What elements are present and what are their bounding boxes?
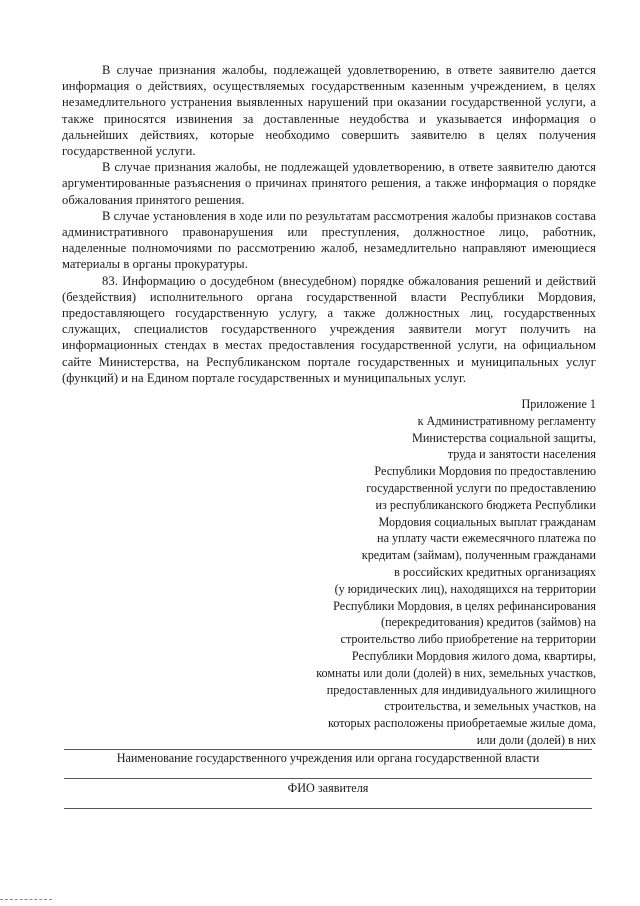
institution-caption: Наименование государственного учреждения или органа государственной власти (116, 751, 540, 765)
body-text (62, 62, 596, 386)
footer-divider (0, 899, 52, 900)
appendix-line: которых расположены приобретаемые жилые дома, (328, 716, 596, 731)
appendix-line: (перекредитования) кредитов (займов) на (381, 615, 596, 630)
institution-fill-line-2 (64, 778, 592, 779)
appendix-line: труда и занятости населения (447, 447, 596, 462)
paragraph-complaint-satisfied: В случае признания жалобы, подлежащей удовлетворению, в ответе заявителю дается информация о действиях, осуществляемых государственным казенным учреждением, в целях незамедлительного устранения выявленных нарушений при оказании государственной услуги, а также приносятся извинения за доставленные неудобства и указывается информация о дальнейших действиях, которые необходимо совершить заявителю в целях получения государственной услуги. (62, 63, 596, 159)
appendix-line: из республиканского бюджета Республики (375, 497, 596, 512)
appendix-header (296, 396, 596, 749)
appendix-line: предоставленных для индивидуального жилищного (326, 682, 596, 697)
appendix-line: к Административному регламенту (417, 413, 596, 428)
paragraph-complaint-rejected: В случае признания жалобы, не подлежащей удовлетворению, в ответе заявителю даются аргументированные разъяснения о причинах принятого решения, а также информация о порядке обжалования принятого решения. (62, 160, 596, 207)
appendix-line: комнаты или доли (долей) в них, земельных участков, (316, 665, 596, 680)
appendix-line: строительства, и земельных участков, на (384, 699, 596, 714)
appendix-line: на уплату части ежемесячного платежа по (377, 531, 596, 546)
appendix-title: Приложение 1 (521, 397, 596, 411)
appendix-line: Министерства социальной защиты, (411, 430, 596, 445)
applicant-fill-line (64, 808, 592, 809)
appendix-line: государственной услуги по предоставлению (366, 480, 596, 495)
appendix-line: Мордовия социальных выплат гражданам (378, 514, 596, 529)
paragraph-83-appeal-info: 83. Информацию о досудебном (внесудебном) порядке обжалования решений и действий (бездействия) исполнительного органа государственной власти Республики Мордовия, предоставляющего государственную услугу, а также должностных лиц, государственных служащих, специалистов государственного учреждения заявители могут получить на информационных стендах в местах предоставления государственной услуги, на официальном сайте Министерства, на Республиканском портале государственных и муниципальных услуг (функций) и на Едином портале государственных и муниципальных услуг. (62, 273, 596, 385)
appendix-line: в российских кредитных организациях (394, 564, 596, 579)
appendix-line: Республики Мордовия жилого дома, квартиры, (351, 648, 596, 663)
appendix-line: Республики Мордовия, в целях рефинансирования (333, 598, 596, 613)
institution-fill-line (64, 749, 592, 750)
appendix-line: Республики Мордовия по предоставлению (374, 464, 596, 479)
appendix-line: (у юридических лиц), находящихся на территории (334, 581, 596, 596)
appendix-line: кредитам (займам), полученным гражданами (361, 548, 596, 563)
appendix-line: или доли (долей) в них (476, 732, 596, 747)
appendix-line: строительство либо приобретение на территории (340, 632, 596, 647)
applicant-caption: ФИО заявителя (287, 781, 369, 795)
paragraph-offense-signs: В случае установления в ходе или по результатам рассмотрения жалобы признаков состава административного правонарушения или преступления, должностное лицо, работник, наделенные полномочиями по рассмотрению жалоб, незамедлительно направляют имеющиеся материалы в органы прокуратуры. (62, 208, 596, 272)
